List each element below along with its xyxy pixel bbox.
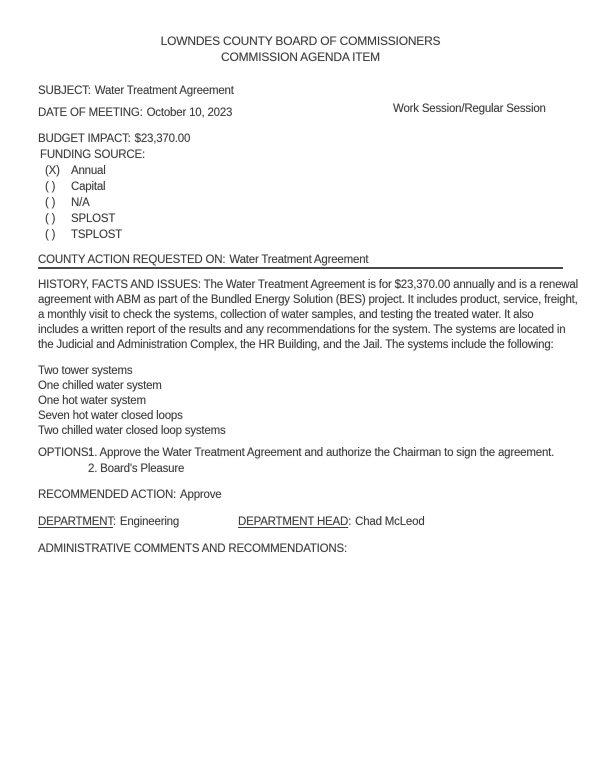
funding-option-annual — [38, 163, 563, 179]
system-item: Seven hot water closed loops — [38, 410, 183, 422]
checkbox-marker: ( ) — [45, 213, 56, 225]
funding-source-options — [38, 163, 563, 243]
system-item: One chilled water system — [38, 380, 162, 392]
options-label: OPTIONS: — [38, 447, 92, 459]
budget-impact-label: BUDGET IMPACT: — [38, 133, 131, 145]
history-line: a monthly visit to check the systems, collection of water samples, and testing the treated water. It also — [38, 309, 534, 321]
document-header — [38, 0, 563, 65]
meeting-date-label: DATE OF MEETING: — [38, 107, 143, 119]
funding-option-label: SPLOST — [71, 213, 116, 225]
department-head-field — [238, 515, 425, 530]
system-item: Two tower systems — [38, 365, 133, 377]
funding-option-label: TSPLOST — [71, 229, 123, 241]
funding-option-label: Capital — [71, 181, 106, 193]
checkbox-marker: (X) — [45, 165, 60, 177]
funding-option-label: Annual — [71, 165, 106, 177]
department-sep: : — [112, 516, 116, 528]
system-item: One hot water system — [38, 395, 146, 407]
county-action-requested-row — [38, 253, 563, 269]
recommended-action-label: RECOMMENDED ACTION: — [38, 489, 177, 501]
funding-option-splost — [38, 211, 563, 227]
subject-value: Water Treatment Agreement — [94, 85, 234, 97]
department-label: DEPARTMENT — [38, 516, 113, 528]
county-action-label: COUNTY ACTION REQUESTED ON: — [38, 254, 226, 266]
meeting-date-value: October 10, 2023 — [146, 107, 233, 119]
department-value: Engineering — [119, 516, 180, 528]
systems-list — [38, 364, 563, 439]
recommended-action-value: Approve — [180, 489, 222, 501]
department-head-label: DEPARTMENT HEAD — [238, 516, 349, 528]
meeting-date-row — [38, 103, 563, 121]
session-type-label: Work Session/Regular Session — [393, 103, 546, 115]
funding-option-na — [38, 195, 563, 211]
funding-source-label: FUNDING SOURCE: — [40, 149, 145, 161]
history-line: includes a written report of the results and any recommendations for the system. The systems are located in — [38, 324, 566, 336]
history-facts-issues-paragraph — [38, 278, 578, 353]
options-block — [38, 445, 563, 477]
funding-option-label: N/A — [71, 197, 90, 209]
checkbox-marker: ( ) — [45, 229, 56, 241]
county-action-value: Water Treatment Agreement — [229, 254, 369, 266]
funding-option-tsplost — [38, 227, 563, 243]
administrative-comments-label: ADMINISTRATIVE COMMENTS AND RECOMMENDATIONS: — [38, 543, 347, 555]
recommended-action-row — [38, 488, 563, 503]
system-item: Two chilled water closed loop systems — [38, 425, 226, 437]
org-title: LOWNDES COUNTY BOARD OF COMMISSIONERS — [160, 34, 441, 48]
subject-row — [38, 84, 563, 99]
budget-impact-value: $23,370.00 — [134, 133, 191, 145]
funding-option-capital — [38, 179, 563, 195]
department-row — [38, 515, 563, 530]
department-field — [38, 516, 179, 528]
department-head-value: Chad McLeod — [355, 516, 425, 528]
option-item: 1. Approve the Water Treatment Agreement and authorize the Chairman to sign the agreement. — [88, 447, 555, 459]
option-item: 2. Board's Pleasure — [88, 463, 185, 475]
options-items — [88, 445, 554, 477]
history-line: HISTORY, FACTS AND ISSUES: The Water Treatment Agreement is for $23,370.00 annually and is a renewal — [38, 279, 578, 291]
history-line: agreement with ABM as part of the Bundled Energy Solution (BES) project. It includes product, service, freight, — [38, 294, 578, 306]
document-type-title: COMMISSION AGENDA ITEM — [221, 50, 380, 64]
checkbox-marker: ( ) — [45, 197, 56, 209]
department-head-sep: : — [348, 516, 352, 528]
history-line: the Judicial and Administration Complex, the HR Building, and the Jail. The systems include the following: — [38, 339, 554, 351]
checkbox-marker: ( ) — [45, 181, 56, 193]
budget-impact-row — [38, 132, 563, 147]
subject-label: SUBJECT: — [38, 85, 91, 97]
